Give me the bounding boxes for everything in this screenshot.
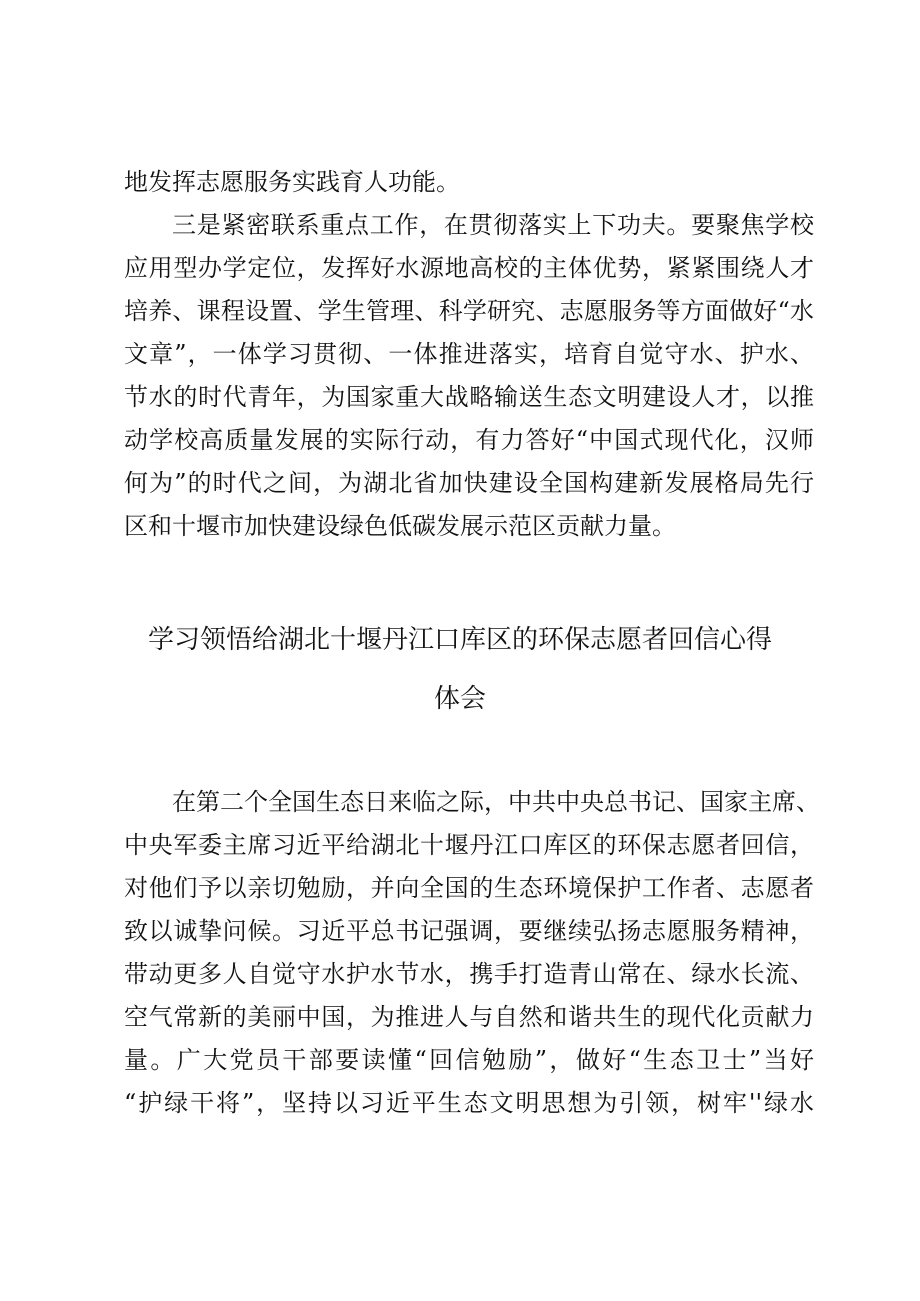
paragraph-line: 量。广大党员干部要读懂“回信勉励”，做好“生态卫士”当好 [124,1046,814,1074]
paragraph-line: 何为”的时代之间，为湖北省加快建设全国构建新发展格局先行 [124,469,814,497]
paragraph-line: 动学校高质量发展的实际行动，有力答好“中国式现代化，汉师 [124,426,814,454]
paragraph-line: 节水的时代青年，为国家重大战略输送生态文明建设人才，以推 [124,383,814,411]
paragraph-line: 带动更多人自觉守水护水节水，携手打造青山常在、绿水长流、 [124,960,814,988]
article-title-continued: 体会 [433,684,486,714]
paragraph-line: 地发挥志愿服务实践育人功能。 [124,168,460,196]
paragraph-line: “护绿干将”，坚持以习近平生态文明思想为引领，树牢''绿水 [124,1089,814,1117]
article-title: 学习领悟给湖北十堰丹江口库区的环保志愿者回信心得 [147,625,772,655]
paragraph-line: 文章”，一体学习贯彻、一体推进落实，培育自觉守水、护水、 [124,340,814,368]
paragraph-line: 培养、课程设置、学生管理、科学研究、志愿服务等方面做好“水 [124,297,814,325]
paragraph-line: 对他们予以亲切勉励，并向全国的生态环境保护工作者、志愿者 [124,874,814,902]
paragraph-line: 三是紧密联系重点工作，在贯彻落实上下功夫。要聚焦学校 [172,211,814,239]
paragraph-line: 区和十堰市加快建设绿色低碳发展示范区贡献力量。 [124,512,676,540]
paragraph-line: 中央军委主席习近平给湖北十堰丹江口库区的环保志愿者回信， [124,831,814,859]
paragraph-line: 在第二个全国生态日来临之际，中共中央总书记、国家主席、 [172,788,820,816]
paragraph-line: 致以诚挚问候。习近平总书记强调，要继续弘扬志愿服务精神， [124,917,814,945]
paragraph-line: 空气常新的美丽中国，为推进人与自然和谐共生的现代化贡献力 [124,1003,814,1031]
paragraph-line: 应用型办学定位，发挥好水源地高校的主体优势，紧紧围绕人才 [124,254,814,282]
